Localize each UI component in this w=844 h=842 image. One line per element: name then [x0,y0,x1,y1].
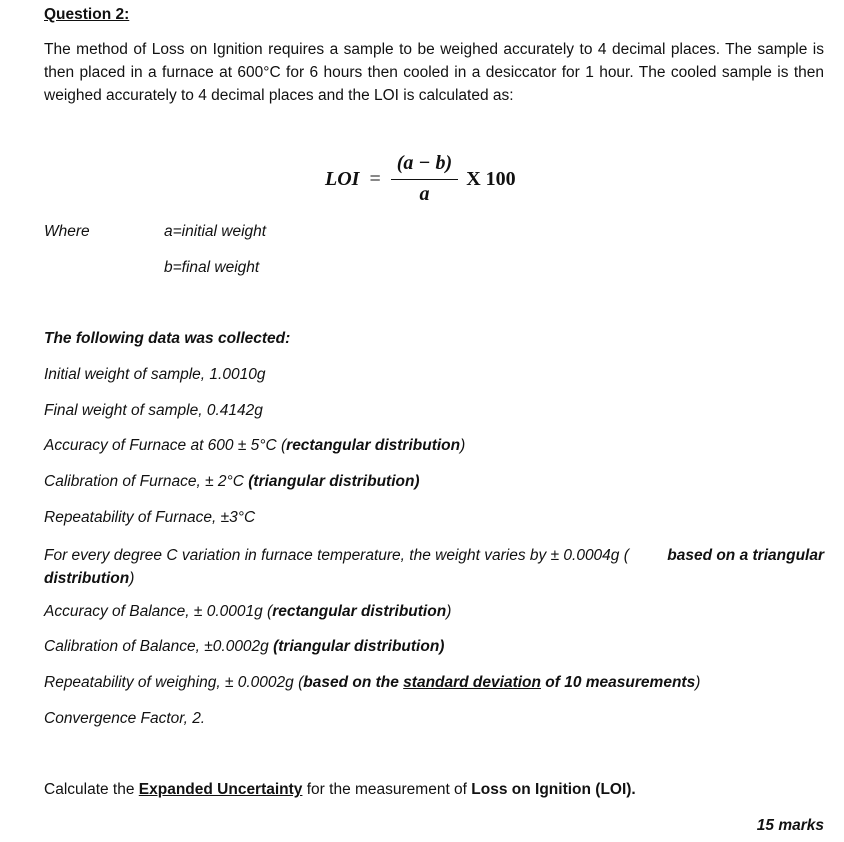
where-label: Where [44,223,90,240]
weighing-repeatability [44,674,700,692]
formula-multiplier: X 100 [466,167,516,190]
furnace-accuracy [44,437,465,455]
furnace-calibration [44,473,420,491]
question-intro: The method of Loss on Ignition requires a sample to be weighed accurately to 4 decimal places. The sample is then placed in a furnace at 600°C for 6 hours then cooled in a desiccator for 1 hour. The cooled sample is then weighed accurately to 4 decimal places and the LOI is calculated as: [44,41,824,104]
temperature-variation-close: ) [129,570,135,587]
balance-calibration-distribution: (triangular distribution) [273,638,445,655]
furnace-accuracy-close: ) [460,437,466,454]
formula-equals: = [369,167,381,190]
definition-a: a=initial weight [164,223,267,240]
furnace-accuracy-distribution: rectangular distribution [286,437,461,454]
balance-accuracy-close: ) [446,603,452,620]
question-title: Question 2: [44,6,130,23]
furnace-calibration-text: Calibration of Furnace, ± 2°C [44,473,249,490]
temperature-variation-text: For every degree C variation in furnace temperature, the weight varies by ± 0.0004g ( [44,547,629,564]
balance-calibration [44,638,444,656]
temperature-variation-line2 [44,567,824,590]
task-instruction [44,781,636,799]
balance-accuracy [44,603,451,621]
temperature-variation [44,544,824,590]
expanded-uncertainty-term: Expanded Uncertainty [138,781,303,798]
weighing-repeatability-bold-2: of 10 measurements [540,674,696,691]
initial-weight: Initial weight of sample, 1.0010g [44,366,266,383]
formula-denominator: a [419,183,430,205]
formula-lhs: LOI [325,167,360,190]
data-heading: The following data was collected: [44,330,291,347]
final-weight: Final weight of sample, 0.4142g [44,402,263,419]
weighing-repeatability-bold-1: based on the [303,674,404,691]
task-target: Loss on Ignition (LOI). [471,781,636,798]
task-pre: Calculate the [44,781,139,798]
temperature-variation-line1 [44,544,824,567]
standard-deviation-term: standard deviation [403,674,541,691]
furnace-repeatability: Repeatability of Furnace, ±3°C [44,509,256,526]
weighing-repeatability-close: ) [695,674,701,691]
temperature-variation-distribution-2: distribution [44,570,130,587]
task-mid: for the measurement of [302,781,472,798]
convergence-factor: Convergence Factor, 2. [44,710,206,727]
formula-fraction [391,152,458,206]
weighing-repeatability-text: Repeatability of weighing, ± 0.0002g ( [44,674,304,691]
balance-calibration-text: Calibration of Balance, ±0.0002g [44,638,274,655]
marks-label: 15 marks [756,817,824,834]
definition-b: b=final weight [164,259,260,276]
furnace-calibration-distribution: (triangular distribution) [248,473,420,490]
formula-numerator: (a − b) [391,152,458,180]
loi-formula [325,152,516,206]
balance-accuracy-distribution: rectangular distribution [272,603,447,620]
furnace-accuracy-text: Accuracy of Furnace at 600 ± 5°C ( [44,437,287,454]
balance-accuracy-text: Accuracy of Balance, ± 0.0001g ( [44,603,273,620]
temperature-variation-distribution-1: based on a triangular [667,547,824,564]
